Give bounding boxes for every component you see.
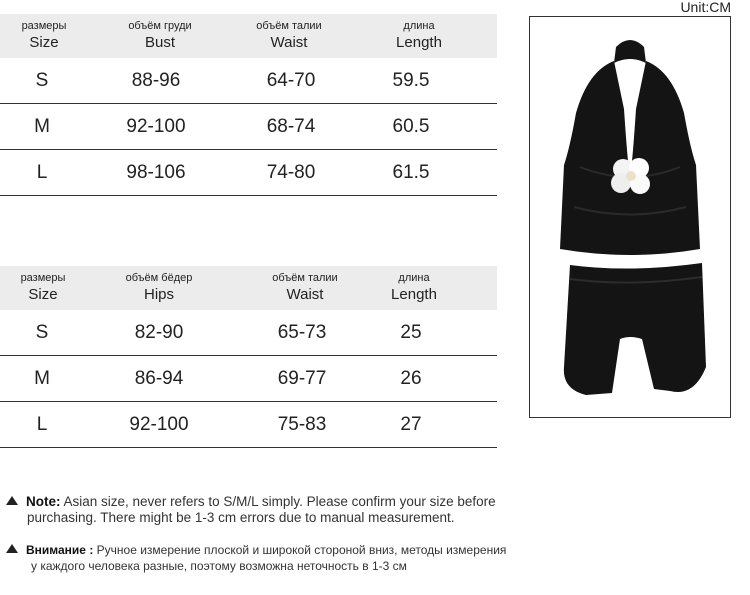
waist-cell: 68-74 [266,116,316,137]
header-size-ru: размеры [21,20,67,32]
table-row [0,402,497,448]
header-length-en: Length [396,34,442,51]
header-waist-ru: объём талии [272,272,338,284]
length-cell: 27 [400,414,422,435]
hips-cell: 86-94 [134,368,184,389]
size-cell: S [35,70,49,91]
hips-cell: 92-100 [129,414,189,435]
length-cell: 61.5 [392,162,430,183]
table-row [0,356,497,402]
note-ru-line2: у каждого человека разные, поэтому возможна неточность в 1-3 см [31,559,407,573]
size-cell: M [34,116,50,137]
waist-cell: 65-73 [277,322,327,343]
header-size [0,266,86,310]
triangle-icon [6,496,18,505]
header-waist-en: Waist [286,286,324,303]
header-length-ru: длина [403,20,435,32]
waist-cell: 75-83 [277,414,327,435]
note-russian [6,542,516,574]
waist-cell: 64-70 [266,70,316,91]
bust-cell: 92-100 [126,116,186,137]
header-bust [88,14,232,58]
note-label: Note: [26,494,61,509]
header-length [358,266,470,310]
length-cell: 59.5 [392,70,430,91]
bust-cell: 88-96 [131,70,181,91]
length-cell: 26 [400,368,422,389]
header-bust-en: Bust [144,34,175,51]
header-waist [232,266,378,310]
header-hips-ru: объём бёдер [125,272,193,284]
bottom-size-table [0,266,497,448]
header-waist-en: Waist [270,34,308,51]
header-size [0,14,88,58]
header-waist-ru: объём талии [256,20,322,32]
header-hips [86,266,232,310]
table-row [0,150,497,196]
unit-label: Unit:CM [680,0,731,15]
size-cell: S [35,322,49,343]
note-ru-line1: Ручное измерение плоской и широкой стороной вниз, методы измерения [96,543,507,557]
product-photo [529,16,731,418]
table-row [0,58,497,104]
header-size-en: Size [29,34,59,51]
note-english [6,494,516,526]
table-header [0,266,497,310]
waist-cell: 74-80 [266,162,316,183]
waist-cell: 69-77 [277,368,327,389]
header-length [346,14,492,58]
header-length-ru: длина [398,272,430,284]
size-cell: M [34,368,50,389]
length-cell: 60.5 [392,116,430,137]
table-row [0,104,497,150]
header-length-en: Length [391,286,437,303]
note-line1: Asian size, never refers to S/M/L simply. Please confirm your size before [63,494,496,509]
size-cell: L [36,162,48,183]
table-header [0,14,497,58]
halter-top-and-shorts-illustration [530,17,730,417]
note-line2: purchasing. There might be 1-3 cm errors due to manual measurement. [27,510,455,525]
header-hips-en: Hips [143,286,174,303]
note-ru-label: Внимание : [26,543,94,557]
bust-cell: 98-106 [126,162,186,183]
length-cell: 25 [400,322,422,343]
hips-cell: 82-90 [134,322,184,343]
header-size-ru: размеры [20,272,66,284]
header-size-en: Size [28,286,58,303]
top-size-table [0,14,497,196]
header-bust-ru: объём груди [128,20,192,32]
header-waist [232,14,346,58]
table-row [0,310,497,356]
size-cell: L [36,414,48,435]
triangle-icon [6,544,18,553]
